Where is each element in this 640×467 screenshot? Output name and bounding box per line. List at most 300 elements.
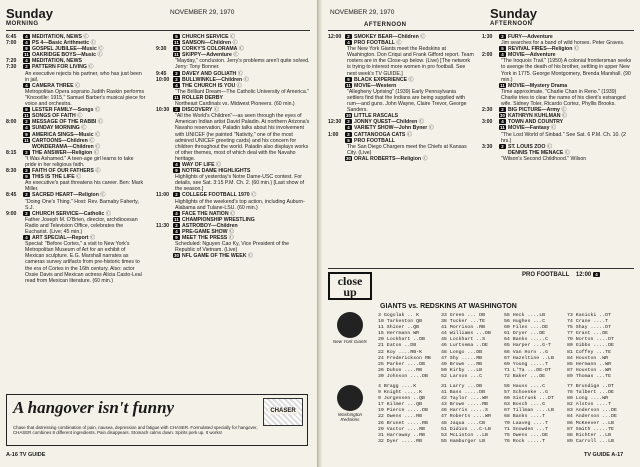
listing-description: Time approximate. "Charlie Chan in Reno." (1939) Charlie tries to clear the name of his client's estranged wife. Sidney Toler, Ricardo Cortez, Phyllis Brooks.	[501, 88, 626, 108]
color-icon: Ⓒ	[246, 253, 254, 260]
listings-column-2	[482, 34, 634, 162]
program-title: ST. LOUIS ZOO	[508, 143, 546, 150]
listing-description: Special: "Before Cortes," a visit to New York's Metropolitan Museum of Art for an exhibit of Mexican sculpture. E.G. Marshall narrates as cameras survey artifacts from pre-historic times to the era of Cortes in the 16th century. Also: actor Ossie Davis and Mexican actress Alicia Casto-Leal read from Mexican literature. (60 min.)	[25, 241, 142, 284]
roster-player: 24 Frederickson RB	[378, 355, 431, 361]
listing-description: "I Was Ashamed." A teen-age girl learns to take pride in her religious faith.	[25, 155, 134, 168]
color-icon: Ⓒ	[73, 82, 81, 89]
ad-body: Chase that distressing combination of pain, nausea, depression and fatigue with CHASER. Formulated specially for hangover, CHASER combines 8 different ingredients. Pain disappears. Stomach calms down. Spirits perk up. It works!	[13, 425, 258, 436]
channel-badge: 4	[173, 162, 180, 167]
helmet-icon	[337, 385, 363, 411]
program-title: PRE-GAME SHOW	[182, 229, 228, 235]
channel-badge: 2	[173, 77, 180, 82]
roster-player: 77 Grant ...DE	[567, 331, 609, 337]
program-title: KATHRYN KUHLMAN	[508, 113, 561, 120]
channel-badge: 11	[24, 52, 29, 58]
program-title: PS 4—Basic Arithmetic	[32, 40, 90, 47]
chaser-advertisement[interactable]	[6, 394, 308, 446]
closeup-rule	[328, 268, 634, 269]
page-date-right: NOVEMBER 29, 1970	[330, 9, 395, 16]
program-title: COLLEGE FOOTBALL 1970	[182, 192, 250, 199]
roster-player: 65 Harper ...G-T	[504, 343, 551, 349]
color-icon: Ⓒ	[242, 76, 249, 83]
roster-player: 86 McKeever ..LB	[567, 420, 614, 426]
color-icon: Ⓒ	[93, 168, 101, 175]
program-title: MEDITATION, NEWS	[32, 58, 82, 65]
left-page	[0, 0, 318, 467]
program-title: TOWN AND COUNTRY	[508, 119, 564, 126]
listing-description: Jim searches for a band of wild horses. Peter Graves.	[501, 40, 625, 47]
program-title: MOVIE—Adventure	[508, 52, 556, 59]
ad-headline: A hangover isn't funny	[13, 398, 175, 417]
game-title: GIANTS vs. REDSKINS AT WASHINGTON	[380, 303, 517, 310]
program-title: JONNY QUEST—Children	[354, 119, 418, 126]
roster-player: 31 Harraway ..RB	[378, 432, 425, 438]
channel-badge: 4	[23, 40, 30, 45]
channel-badge: 30	[346, 155, 351, 161]
right-page	[322, 0, 640, 467]
roster-player: 47 Roberts ....WR	[441, 414, 491, 420]
header-rule	[328, 30, 634, 31]
roster-player: 32 Dyer .....RB	[378, 438, 423, 444]
roster-player: 3 Gogolak .. K	[378, 313, 420, 318]
roster-player: 75 Shay .....DT	[567, 325, 612, 331]
color-icon: Ⓒ	[228, 34, 236, 40]
program-title: SKIPPY—Adventure	[182, 52, 232, 59]
roster-player: 42 Taylor ....WR	[441, 396, 488, 402]
roster-player: 60 Files ....DE	[504, 325, 549, 331]
giants-helmet-logo: New York Giants	[332, 312, 368, 352]
roster-player: 46 Lurtsema ..DE	[441, 343, 488, 349]
channel-badge: 9	[173, 168, 180, 173]
roster-player: 44 Williams ...DB	[441, 331, 491, 337]
listing-description: "The Iroquois Trail." (1950) A colonial frontiersman seeks to avenge the death of his brother, settling in upper New York in 1775. George Montgomery, Brenda Marshall. (90 min.)	[501, 58, 632, 83]
color-icon: Ⓒ	[417, 119, 424, 126]
roster-player: 87 Smith .....TE	[567, 426, 614, 432]
program-title: LESTER FAMILY—Songs	[32, 107, 94, 114]
channel-badge: 2	[345, 34, 352, 39]
giants-roster	[378, 313, 630, 380]
color-icon: Ⓒ	[96, 52, 103, 59]
program-title: ASTROBOY—Children	[182, 222, 238, 229]
day-header-left: Sunday MORNING	[6, 6, 53, 27]
channel-badge: 30	[346, 113, 351, 119]
program-title: NFL GAME OF THE WEEK	[182, 253, 247, 260]
redskins-helmet-logo: Washington Redskins	[332, 385, 368, 425]
channel-badge: 9	[23, 107, 30, 112]
listing-entry	[156, 253, 310, 259]
listing-description: "All the World's Children"—as seen through the eyes of American Indian artist David Paladin. At northern Arizona's Navaho reservation, Paladin talks about his involvement with UNICEF (he painted "Nativity," one of the most admired UNICEF greeting cards) and his concern for children throughout the world. Paladin also displays works of other themes, most of which deal with the Navaho heritage.	[175, 113, 310, 162]
program-title: SAMSON—Children	[182, 40, 231, 47]
channel-badge: 9	[23, 132, 30, 137]
listing-description: "Doing One's Thing." Host: Rev. Barnaby Faherty, S.J.	[25, 198, 139, 211]
roster-player: 63 Bosch ....G	[504, 402, 546, 408]
roster-player: 25 Parker ....DB	[378, 361, 425, 367]
program-title: REVIVAL FIRES—Religion	[508, 46, 573, 53]
channel-badge: 9	[345, 77, 352, 82]
program-title: CARTOONS—Children	[32, 137, 88, 144]
channel-badge: 2	[173, 107, 180, 112]
channel-badge: 5	[173, 34, 180, 39]
listing-time: 2:00	[482, 52, 493, 59]
listing-description: "The Brilliant Dream—The Catholic University of America."	[175, 88, 309, 95]
page-footer-right: TV GUIDE A-17	[584, 452, 624, 458]
channel-badge: 9	[23, 46, 30, 51]
channel-badge: 11	[346, 82, 351, 88]
program-title: ORAL ROBERTS—Religion	[354, 155, 422, 162]
listing-description: "Wilson's Second Childhood." Wilson	[501, 155, 587, 162]
program-title: WAY OF LIFE	[182, 161, 215, 168]
listing-time: 8:15	[6, 149, 17, 156]
roster-player: 84 Anderson ...DE	[567, 414, 617, 420]
color-icon: Ⓒ	[93, 107, 101, 114]
program-title: BIG PICTURE—Army	[508, 107, 560, 114]
listing-time: 12:30	[328, 119, 342, 126]
program-title: VARIETY SHOW—John Byner	[354, 125, 428, 132]
roster-player: 83 Anderson ...DE	[567, 408, 617, 414]
color-icon: Ⓒ	[89, 40, 96, 47]
roster-player: 15 Herrmann WR	[378, 331, 420, 337]
roster-player: 72 Baker ...DE	[504, 373, 546, 379]
color-icon: Ⓒ	[405, 131, 413, 138]
channel-badge: 2	[173, 223, 180, 228]
page-footer-left: A-16 TV GUIDE	[6, 452, 46, 458]
roster-player: 9 Jurgensen ..QB	[378, 396, 425, 402]
color-icon: Ⓒ	[236, 70, 243, 77]
channel-badge: 4	[173, 211, 180, 216]
roster-player: 55 Heck ....LB	[504, 313, 546, 318]
roster-player: 47 Shy .....RB	[441, 355, 483, 361]
roster-player: 17 Kilmer ...QB	[378, 402, 423, 408]
listing-description: Highlights of the weekend's top action, including Auburn-Alabama and Tulane-LSU. (60 min.)	[175, 198, 305, 211]
program-title: DAVEY AND GOLIATH	[182, 70, 237, 77]
program-title: FACE THE NATION	[182, 210, 229, 217]
roster-player: 70 Laaveg ....T	[504, 420, 549, 426]
channel-badge: 2	[23, 192, 30, 197]
program-title: THE ANSWER—Religion	[32, 149, 93, 156]
color-icon: Ⓒ	[88, 235, 96, 242]
color-icon: Ⓒ	[81, 34, 89, 40]
roster-player: 88 Richter ..LB	[567, 432, 612, 438]
channel-badge: 11	[174, 52, 179, 58]
channel-badge: 4	[345, 40, 352, 45]
roster-player: 52 Larson ...C	[441, 373, 483, 379]
program-title: MOVIE—Fantasy	[508, 125, 550, 132]
color-icon: Ⓒ	[231, 52, 239, 59]
color-icon: Ⓒ	[79, 125, 87, 132]
roster-player: 48 Longo ...DB	[441, 349, 483, 355]
channel-badge: 11	[174, 94, 179, 100]
listing-description: An executive rejects his partner, who has just been in jail.	[25, 70, 142, 83]
channel-badge: 11	[500, 125, 505, 131]
roster-player: 26 Brunet .....RB	[378, 420, 428, 426]
program-title: THE CHURCH IS YOU	[182, 82, 236, 89]
roster-player: 87 Houston ..WR	[567, 367, 612, 373]
listing-time: 9:45	[156, 70, 167, 77]
program-title: AMERICA SINGS—Music	[32, 131, 94, 138]
color-icon: Ⓒ	[427, 125, 434, 132]
color-icon: Ⓒ	[86, 64, 94, 71]
roster-player: 48 Jaqua ....CB	[441, 420, 486, 426]
roster-player: 21 Eaton ..DB	[378, 343, 417, 349]
roster-player: 9 Knight .....K	[378, 390, 423, 396]
listing-time: 11:30	[156, 222, 169, 229]
program-title: WONDERAMA—Children	[32, 143, 94, 150]
color-icon: Ⓒ	[93, 131, 101, 138]
roster-player: 60 Sistrunk ...DT	[504, 396, 554, 402]
color-icon: Ⓒ	[418, 34, 426, 40]
color-icon: Ⓒ	[93, 143, 101, 150]
roster-player: 74 Crane ....T	[567, 319, 609, 325]
channel-badge: 9	[173, 235, 180, 240]
program-title: GOSPEL JUBILEE—Music	[32, 46, 97, 53]
channel-badge: 2	[499, 34, 506, 39]
roster-player: 43 Brown .....RB	[441, 402, 488, 408]
roster-player: 30 Johnson ....DB	[378, 373, 428, 379]
roster-player: 81 Coffey ...TE	[567, 349, 612, 355]
roster-player: 46 Harris .....S	[441, 408, 488, 414]
listing-time: 2:30	[482, 107, 493, 114]
roster-player: 49 Brown ...RB	[441, 361, 483, 367]
color-icon: Ⓒ	[227, 235, 234, 242]
listings-column-1	[6, 34, 146, 284]
program-title: ROLLER DERBY	[182, 94, 223, 101]
roster-player: 89 Carroll ...LB	[567, 438, 614, 444]
roster-player: 67 Hazeltine ..LB	[504, 355, 554, 361]
channel-badge: 4	[23, 58, 30, 63]
channel-badge: 2	[345, 132, 352, 137]
listing-entry	[328, 156, 474, 162]
header-rule	[6, 30, 310, 31]
channel-badge: 4	[23, 83, 30, 88]
program-title: DISCOVERY	[182, 107, 213, 114]
roster-player: 64 Banks .....C	[504, 337, 549, 343]
channel-badge: 4	[345, 125, 352, 130]
roster-player: 19 Pierce .....DB	[378, 408, 428, 414]
color-icon: Ⓒ	[407, 76, 414, 83]
color-icon: Ⓒ	[572, 46, 580, 53]
program-title: PRO FOOTBALL	[354, 137, 395, 144]
color-icon: Ⓒ	[214, 161, 222, 168]
page-date-left: NOVEMBER 29, 1970	[170, 9, 235, 16]
color-icon: Ⓒ	[98, 192, 106, 199]
listings-column-1	[328, 34, 474, 162]
roster-player: 41 Bass .....DB	[441, 390, 486, 396]
roster-player: 77 Brundige ..DT	[567, 384, 614, 389]
channel-badge: 2	[499, 144, 506, 149]
roster-player: 31 Larry ...DB	[441, 384, 483, 389]
listing-time: 1:00	[328, 131, 339, 138]
listing-time: 6:45	[6, 34, 17, 40]
channel-badge: 2	[23, 168, 30, 173]
channel-badge: 4	[499, 52, 506, 57]
channel-badge: 11	[174, 216, 179, 222]
program-title: PATTERN FOR LIVING	[32, 64, 87, 71]
program-title: PRO FOOTBALL	[354, 40, 395, 47]
channel-badge: 4	[23, 125, 30, 130]
roster-player: 55 Hamburger LB	[441, 438, 486, 444]
listing-description: An executive's past threatens his career. Ben: Mark Miller.	[25, 180, 144, 193]
program-title: CHURCH SERVICE	[182, 34, 229, 40]
color-icon: Ⓒ	[563, 149, 570, 156]
program-title: CHURCH SERVICE—Catholic	[32, 210, 105, 217]
channel-badge: 5	[173, 46, 180, 51]
color-icon: Ⓒ	[212, 107, 220, 114]
roster-player: 67 Tillman ....LB	[504, 408, 554, 414]
channel-badge: 30	[500, 113, 505, 119]
channel-badge: 2	[345, 119, 352, 124]
program-title: MEDITATION, NEWS	[32, 34, 82, 40]
program-title: CAMERA THREE	[32, 82, 74, 89]
roster-player: 4 Bragg ....K	[378, 384, 417, 389]
roster-player: 80 Long ....WR	[567, 396, 609, 402]
roster-player: 45 Lockhart ..S	[441, 337, 486, 343]
program-title: NOTRE DAME HIGHLIGHTS	[182, 168, 251, 175]
roster-player: 71 Snowden ...T	[504, 426, 549, 432]
listing-description: Father Joseph M. O'Brien, director, archdiocesan Radio and Television Office, celebrates the Eucharist. (Live; 45 min.)	[25, 216, 138, 235]
roster-player: 53 McLinton ..LB	[441, 432, 488, 438]
program-title: SACRED HEART—Religion	[32, 192, 99, 199]
program-title: FURY—Adventure	[508, 34, 553, 40]
listing-description: Northeast Cardinals vs. Midwest Pioneers. (60 min.)	[175, 101, 295, 108]
channel-badge: 5	[499, 46, 506, 51]
channel-badge: 4	[499, 119, 506, 124]
program-title: SMOKEY BEAR—Children	[354, 34, 419, 40]
day-header-right: Sunday AFTERNOON	[490, 6, 537, 27]
channel-badge: 4	[173, 229, 180, 234]
color-icon: Ⓒ	[237, 46, 245, 53]
roster-player: 61 Dryer ...DE	[504, 331, 546, 337]
color-icon: Ⓒ	[87, 137, 95, 144]
listing-time: 7:00	[6, 40, 17, 47]
roster-player: 38 Tucker ...TE	[441, 319, 486, 325]
channel-badge: 11	[174, 40, 179, 46]
program-title: MESSAGE OF THE RABBI	[32, 119, 97, 126]
channel-badge: 2	[23, 64, 30, 69]
color-icon: Ⓒ	[549, 125, 557, 132]
afternoon-label: AFTERNOON	[364, 22, 407, 28]
roster-player: 73 Kanicki ..DT	[567, 313, 612, 318]
color-icon: Ⓒ	[75, 113, 83, 120]
roster-player: 84 Houston .WR	[567, 355, 609, 361]
roster-player: 29 Vactor ....RB	[378, 426, 425, 432]
listings-column-2	[156, 34, 310, 259]
color-icon: Ⓒ	[231, 40, 238, 47]
roster-player: 56 Hauss ....C	[504, 384, 546, 389]
roster-player: 10 Tarkenton QB	[378, 319, 423, 325]
channel-badge: 4	[23, 235, 30, 240]
listing-time: 9:30	[156, 46, 167, 53]
roster-player: 79 Norton ....DT	[567, 337, 614, 343]
listing-time: 8:00	[6, 119, 17, 126]
color-icon: Ⓒ	[545, 143, 553, 150]
program-title: LITTLE RASCALS	[354, 113, 399, 120]
roster-row	[378, 374, 630, 380]
listing-description: "Allegheny Uprising" (1939) Early Pennsylvania settlers find that the Indians are being supplied with rum—and guns. John Wayne, Claire Trevor, George Sanders.	[347, 88, 467, 114]
roster-player: 57 Schoenke ..G	[504, 390, 549, 396]
chaser-package-image	[263, 398, 303, 426]
color-icon: Ⓒ	[227, 229, 235, 235]
roster-player: 51 Didion ...C-LB	[441, 426, 491, 432]
channel-badge: 4	[23, 34, 30, 39]
color-icon: Ⓒ	[235, 82, 242, 89]
color-icon: Ⓒ	[228, 210, 236, 217]
color-icon: Ⓒ	[249, 192, 257, 199]
roster-player: 71 L'Ta ...DE-DT	[504, 367, 551, 373]
listing-time: 7:30	[6, 64, 17, 71]
color-icon: Ⓒ	[560, 113, 568, 120]
listing-time: 11:00	[156, 192, 169, 199]
color-icon: Ⓒ	[559, 107, 567, 114]
roster-player: 78 Talbert ...DE	[567, 390, 614, 396]
program-title: MOVIE—Western	[354, 82, 397, 89]
channel-badge: 2	[23, 119, 30, 124]
roster-player: 33 Green ... DB	[441, 313, 486, 318]
closeup-program: PRO FOOTBALL 12:00 4	[522, 272, 602, 278]
roster-player: 85 Hermann ..WR	[567, 361, 612, 367]
channel-badge: 11	[24, 137, 29, 143]
channel-badge: 2	[173, 71, 180, 76]
roster-player: 22 Owens ....RB	[378, 414, 423, 420]
listing-time: 12:00	[328, 34, 342, 40]
roster-player: 69 Young .....T	[504, 361, 549, 367]
program-title: ART SPECIAL—Report	[32, 235, 89, 242]
channel-badge: 2	[173, 192, 180, 197]
channel-badge: 30	[174, 253, 179, 259]
listing-time: 1:30	[482, 34, 493, 40]
roster-player: 89 Thomas ...TE	[567, 373, 612, 379]
channel-badge: 11	[500, 82, 505, 88]
program-title: MEET THE PRESS	[182, 235, 228, 242]
channel-badge: 2	[23, 150, 30, 155]
listing-description: "Mayday," conclusion. Jerry's problems aren't quite solved. Jerry: Tony Bonner.	[175, 58, 310, 71]
listing-time: 7:20	[6, 58, 17, 65]
color-icon: Ⓒ	[96, 46, 104, 53]
roster-player: 80 Gibbs .....DE	[567, 343, 614, 349]
listing-time: 10:30	[156, 107, 170, 114]
listing-description: Highlights of yesterday's Notre Dame-USC contest. For details, see Sat. 3:15 P.M. Ch. 2. (60 min.) [Last show of the season.]	[175, 174, 305, 193]
color-icon: Ⓒ	[96, 119, 103, 126]
channel-badge: 9	[23, 174, 30, 179]
listing-time: 3:30	[482, 143, 493, 150]
color-icon: Ⓒ	[394, 40, 402, 47]
roster-player: 20 Lockhart ..DB	[378, 337, 425, 343]
program-title: MOVIE—Mystery Drama	[508, 82, 568, 89]
color-icon: Ⓒ	[74, 174, 82, 181]
roster-player: 56 Hughes ...C	[504, 319, 546, 325]
listing-time: 10:00	[156, 76, 170, 83]
program-title: OAKRIDGE BOYS—Music	[32, 52, 96, 59]
roster-player: 22 Koy ....RB-K	[378, 349, 423, 355]
listing-description: The San Diego Chargers meet the Chiefs at Kansas City. (Live)	[347, 143, 467, 156]
channel-badge: 11	[24, 113, 29, 119]
color-icon: Ⓒ	[104, 210, 111, 217]
roster-player: 26 Duhon ....RB	[378, 367, 423, 373]
program-title: BULLWINKLE—Children	[182, 76, 243, 83]
program-title: CATTANOOGA CATS	[354, 131, 406, 138]
listing-description: Metropolitan Opera soprano Judith Raskin performs "Knoxville: 1915," Samuel Barber's musical piece for voice and orchestra.	[25, 88, 146, 108]
program-title: SUNDAY MORNING	[32, 125, 80, 132]
roster-player: 41 Morrison .RB	[441, 325, 486, 331]
program-title: DENNIS THE MENACE	[508, 149, 564, 156]
roster-player: 11 Shiner ..QB	[378, 325, 420, 331]
roster-player: 82 Alston ....T	[567, 402, 612, 408]
listing-time: 3:00	[482, 119, 493, 126]
listing-description: The New York Giants meet the Redskins at Washington. Don Criqui and Frank Gifford report. Team rosters are in the Close-up below. (Live) [The network is trying to interest more women in pro football. See next week's TV GUIDE.]	[347, 46, 474, 77]
roster-player: 76 Rock .....T	[504, 438, 546, 444]
listing-time: 8:45	[6, 192, 17, 199]
program-title: CORKY'S COLORAMA	[182, 46, 238, 53]
color-icon: Ⓒ	[421, 155, 428, 162]
